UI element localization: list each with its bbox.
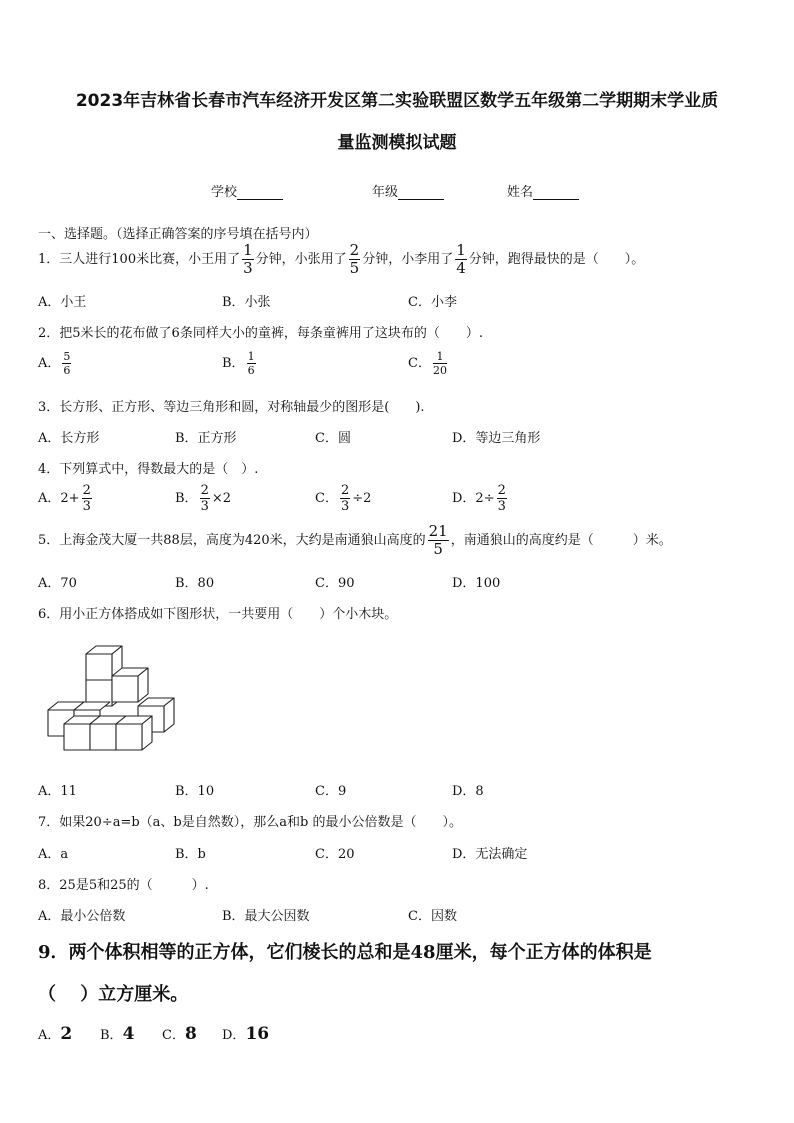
section-heading: 一、选择题。（选择正确答案的序号填在括号内）: [38, 227, 318, 242]
question-1: 1．三人进行100米比赛，小王用了 $\frac{1}{3}$ 分钟，小张用了 $\frac{2}{5}$ 分钟，小李用了 $\frac{1}{4}$ 分钟，跑得最快的是（ ）。: [38, 241, 645, 277]
q2-option-b[interactable]: B． $\frac{1}{6}$: [222, 350, 255, 377]
question-5: 5．上海金茂大厦一共88层，高度为420米，大约是南通狼山高度的 $\frac{21}{5}$ ，南通狼山的高度约是（ ）米。: [38, 522, 672, 558]
name-blank[interactable]: [533, 185, 579, 200]
q9-option-d[interactable]: D．16: [222, 1024, 270, 1044]
q8-option-b[interactable]: B．最大公因数: [222, 909, 310, 924]
q7-option-d[interactable]: D．无法确定: [452, 847, 528, 862]
q3-option-c[interactable]: C．圆: [315, 431, 351, 446]
q5-option-c[interactable]: C．90: [315, 576, 355, 591]
page-title-line1: 2023年吉林省长春市汽车经济开发区第二实验联盟区数学五年级第二学期期末学业质: [75, 91, 719, 111]
q5-option-d[interactable]: D．100: [452, 576, 501, 591]
q4-option-c[interactable]: C． $\frac{2}{3}$ ÷2: [315, 483, 372, 514]
cube-block: [116, 716, 152, 750]
question-3: 3．长方形、正方形、等边三角形和圆，对称轴最少的图形是( ).: [38, 400, 425, 415]
q4-option-b[interactable]: B． $\frac{2}{3}$ ×2: [175, 483, 232, 514]
question-4: 4．下列算式中，得数最大的是（ ）.: [38, 462, 259, 477]
question-8: 8．25是5和25的（ ）.: [38, 878, 209, 893]
q7-option-b[interactable]: B．b: [175, 847, 206, 862]
q3-option-d[interactable]: D．等边三角形: [452, 431, 541, 446]
school-label: 学校: [211, 185, 238, 200]
q5-option-b[interactable]: B．80: [175, 576, 215, 591]
question-6: 6．用小正方体搭成如下图形状，一共要用（ ）个小木块。: [38, 607, 398, 622]
question-9-line2: （ ）立方厘米。: [38, 984, 189, 1005]
q6-option-d[interactable]: D．8: [452, 784, 484, 799]
q1-option-c[interactable]: C．小李: [408, 295, 457, 310]
q5-option-a[interactable]: A．70: [38, 576, 77, 591]
grade-field[interactable]: [372, 181, 444, 200]
q7-option-a[interactable]: A．a: [38, 847, 69, 862]
q8-option-c[interactable]: C．因数: [408, 909, 457, 924]
q1-option-a[interactable]: A．小王: [38, 295, 87, 310]
q2-option-a[interactable]: A． $\frac{5}{6}$: [38, 350, 71, 377]
grade-label: 年级: [372, 185, 399, 200]
cube-block: [112, 668, 148, 702]
q2-option-c[interactable]: C． $\frac{1}{20}$: [408, 350, 447, 377]
q6-option-c[interactable]: C．9: [315, 784, 347, 799]
question-9-line1: 9．两个体积相等的正方体，它们棱长的总和是48厘米，每个正方体的体积是: [38, 942, 652, 963]
q6-option-b[interactable]: B．10: [175, 784, 215, 799]
q9-option-c[interactable]: C．8: [162, 1024, 197, 1044]
school-blank[interactable]: [237, 185, 283, 200]
question-2: 2．把5米长的花布做了6条同样大小的童裤，每条童裤用了这块布的（ ）.: [38, 326, 483, 341]
q1-option-b[interactable]: B．小张: [222, 295, 271, 310]
q3-option-b[interactable]: B．正方形: [175, 431, 237, 446]
page-title-line2: 量监测模拟试题: [337, 133, 457, 153]
q4-option-a[interactable]: A．2+ $\frac{2}{3}$: [38, 483, 91, 514]
question-7: 7．如果20÷a=b（a、b是自然数），那么a和b 的最小公倍数是（ ）。: [38, 815, 462, 830]
q9-option-a[interactable]: A．2: [38, 1024, 73, 1044]
school-field[interactable]: [211, 181, 283, 200]
q6-option-a[interactable]: A．11: [38, 784, 77, 799]
cube-stack-figure: [44, 644, 184, 752]
grade-blank[interactable]: [398, 185, 444, 200]
name-label: 姓名: [507, 185, 534, 200]
q4-option-d[interactable]: D．2÷ $\frac{2}{3}$: [452, 483, 506, 514]
name-field[interactable]: [507, 181, 579, 200]
q3-option-a[interactable]: A．长方形: [38, 431, 100, 446]
q8-option-a[interactable]: A．最小公倍数: [38, 909, 126, 924]
q9-option-b[interactable]: B．4: [100, 1024, 135, 1044]
q7-option-c[interactable]: C．20: [315, 847, 355, 862]
